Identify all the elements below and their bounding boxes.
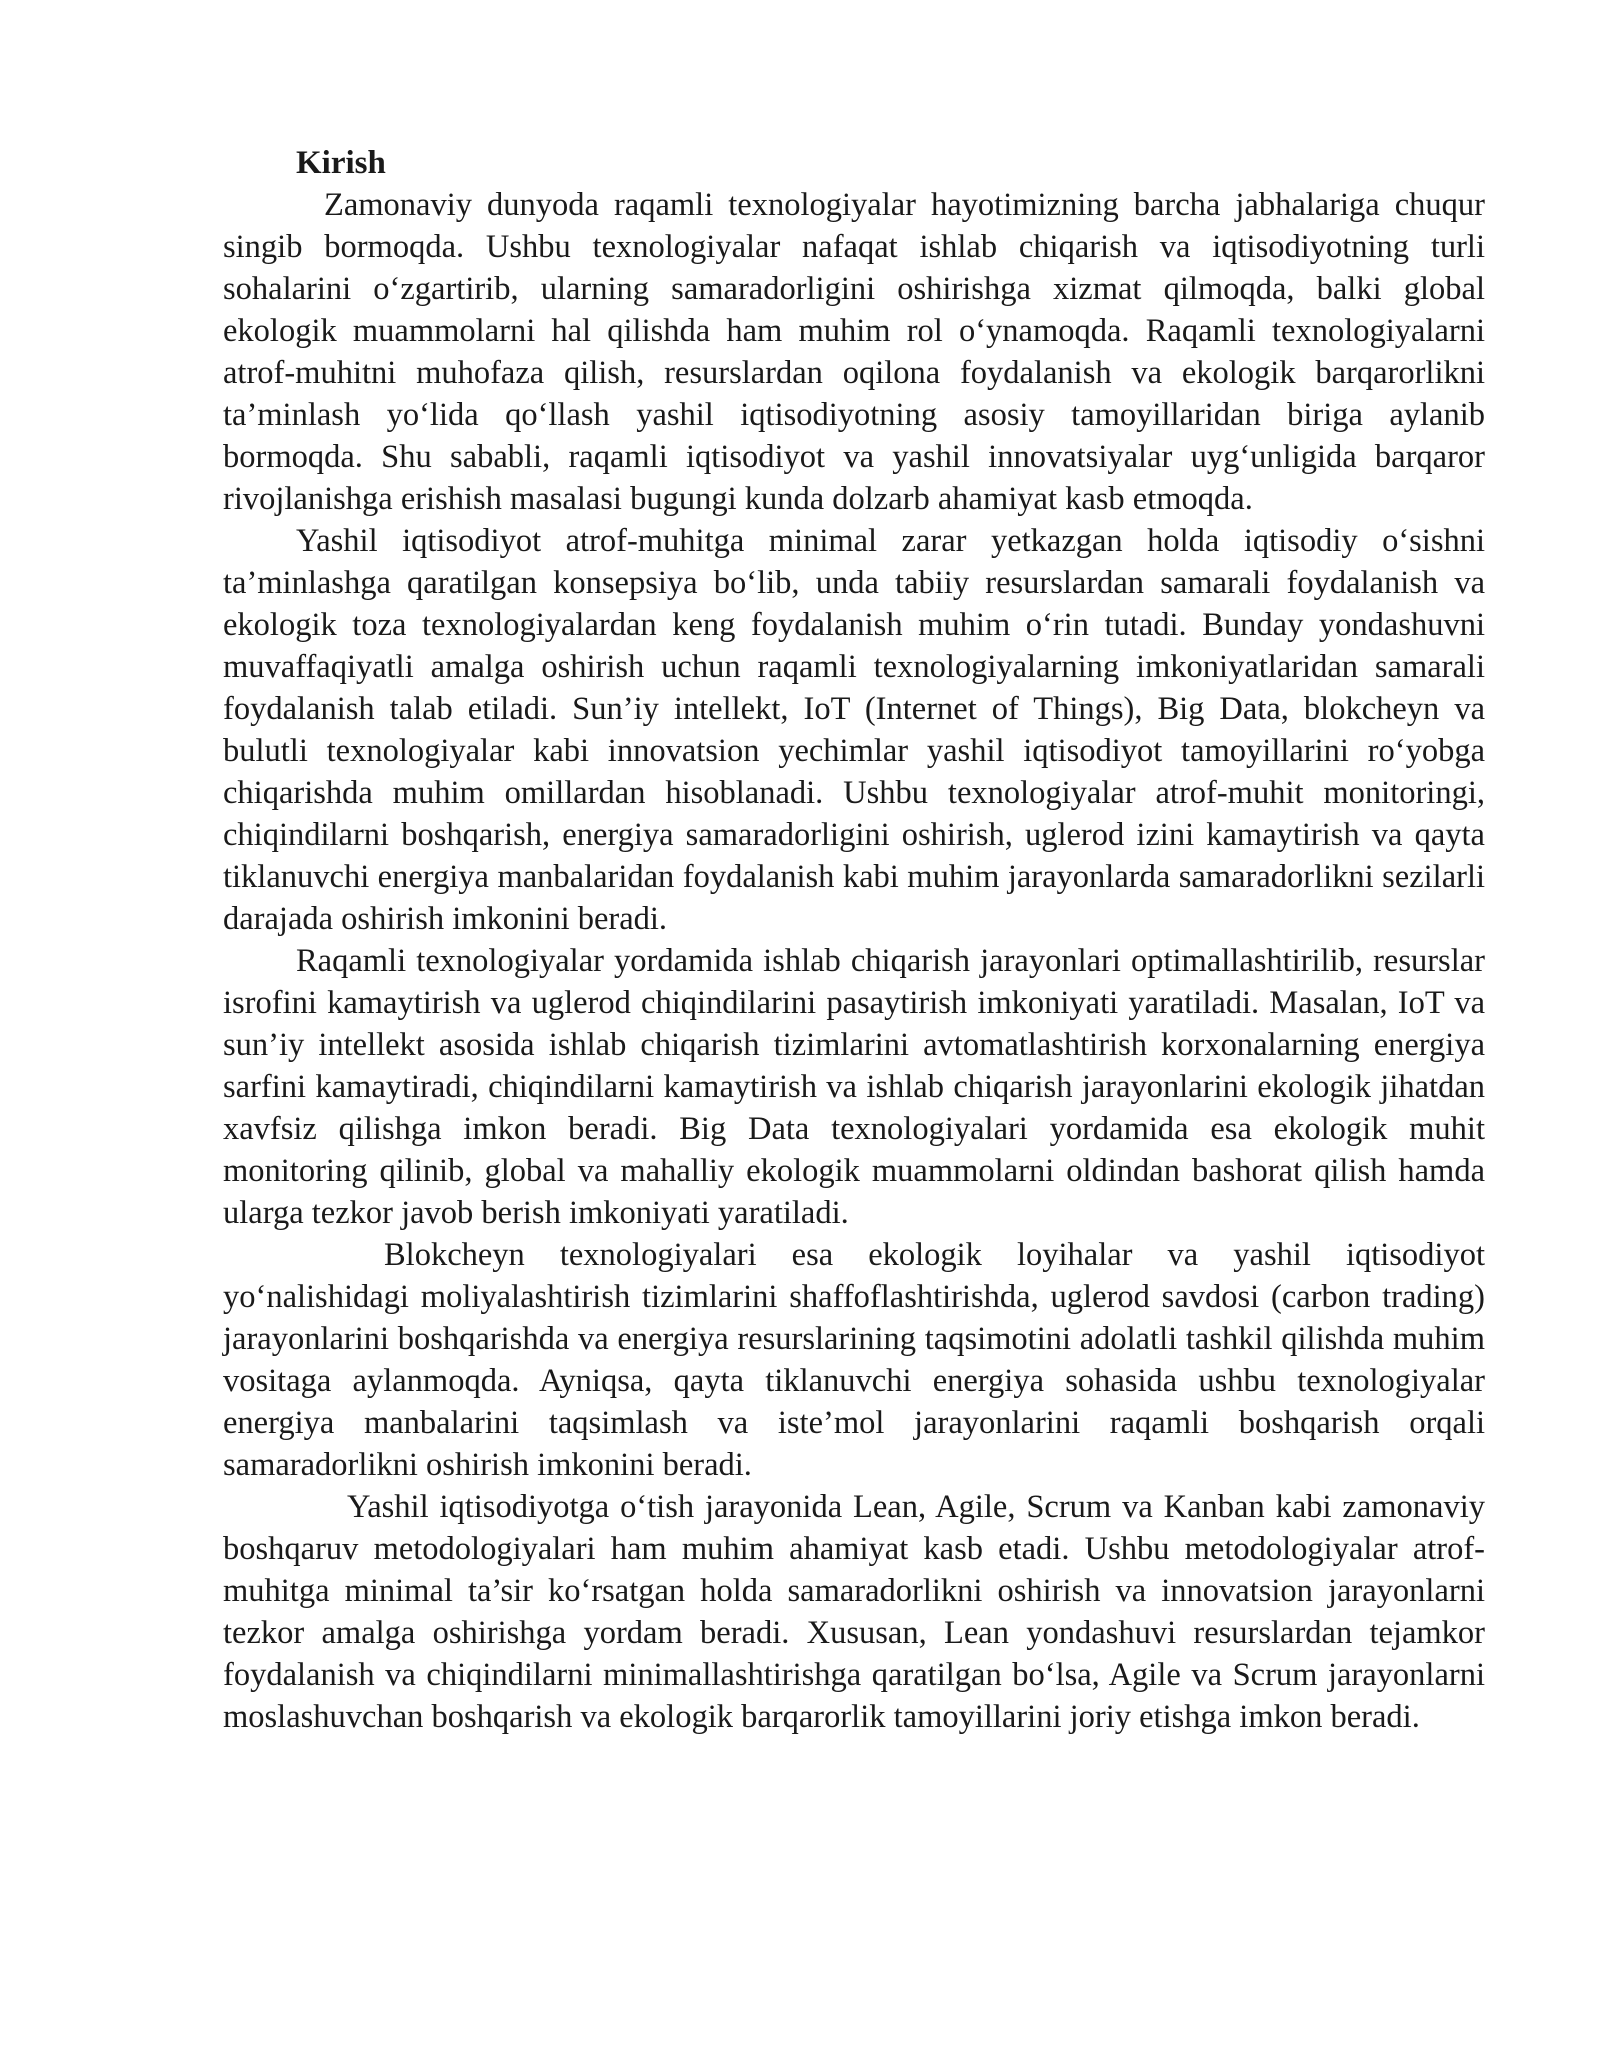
paragraph-3: Raqamli texnologiyalar yordamida ishlab chiqarish jarayonlari optimallashtirilib, resurslar isrofini kamaytirish va uglerod chiqindilarini pasaytirish imkoniyati yaratiladi. Masalan, IoT va sun’iy intellekt asosida ishlab chiqarish tizimlarini avtomatlashtirish korxonalarning energiya sarfini kamaytiradi, chiqindilarni kamaytirish va ishlab chiqarish jarayonlarini ekologik jihatdan xavfsiz qilishga imkon beradi. Big Data texnologiyalari yordamida esa ekologik muhit monitoring qilinib, global va mahalliy ekologik muammolarni oldindan bashorat qilish hamda ularga tezkor javob berish imkoniyati yaratiladi. — [223, 943, 1485, 1231]
document-body — [223, 142, 1485, 1738]
paragraph-2: Yashil iqtisodiyot atrof-muhitga minimal zarar yetkazgan holda iqtisodiy o‘sishni ta’minlashga qaratilgan konsepsiya bo‘lib, unda tabiiy resurslardan samarali foydalanish va ekologik toza texnologiyalardan keng foydalanish muhim o‘rin tutadi. Bunday yondashuvni muvaffaqiyatli amalga oshirish uchun raqamli texnologiyalarning imkoniyatlaridan samarali foydalanish talab etiladi. Sun’iy intellekt, IoT (Internet of Things), Big Data, blokcheyn va bulutli texnologiyalar kabi innovatsion yechimlar yashil iqtisodiyot tamoyillarini ro‘yobga chiqarishda muhim omillardan hisoblanadi. Ushbu texnologiyalar atrof-muhit monitoringi, chiqindilarni boshqarish, energiya samaradorligini oshirish, uglerod izini kamaytirish va qayta tiklanuvchi energiya manbalaridan foydalanish kabi muhim jarayonlarda samaradorlikni sezilarli darajada oshirish imkonini beradi. — [223, 523, 1485, 937]
paragraph-5: Yashil iqtisodiyotga o‘tish jarayonida Lean, Agile, Scrum va Kanban kabi zamonaviy boshqaruv metodologiyalari ham muhim ahamiyat kasb etadi. Ushbu metodologiyalar atrof-muhitga minimal ta’sir ko‘rsatgan holda samaradorlikni oshirish va innovatsion jarayonlarni tezkor amalga oshirishga yordam beradi. Xususan, Lean yondashuvi resurslardan tejamkor foydalanish va chiqindilarni minimallashtirishga qaratilgan bo‘lsa, Agile va Scrum jarayonlarni moslashuvchan boshqarish va ekologik barqarorlik tamoyillarini joriy etishga imkon beradi. — [223, 1489, 1485, 1735]
paragraph-4: Blokcheyn texnologiyalari esa ekologik loyihalar va yashil iqtisodiyot yo‘nalishidagi moliyalashtirish tizimlarini shaffoflashtirishda, uglerod savdosi (carbon trading) jarayonlarini boshqarishda va energiya resurslarining taqsimotini adolatli tashkil qilishda muhim vositaga aylanmoqda. Ayniqsa, qayta tiklanuvchi energiya sohasida ushbu texnologiyalar energiya manbalarini taqsimlash va iste’mol jarayonlarini raqamli boshqarish orqali samaradorlikni oshirish imkonini beradi. — [223, 1237, 1485, 1483]
section-heading: Kirish — [296, 145, 386, 181]
paragraph-1: Zamonaviy dunyoda raqamli texnologiyalar hayotimizning barcha jabhalariga chuqur singib bormoqda. Ushbu texnologiyalar nafaqat ishlab chiqarish va iqtisodiyotning turli sohalarini o‘zgartirib, ularning samaradorligini oshirishga xizmat qilmoqda, balki global ekologik muammolarni hal qilishda ham muhim rol o‘ynamoqda. Raqamli texnologiyalarni atrof-muhitni muhofaza qilish, resurslardan oqilona foydalanish va ekologik barqarorlikni ta’minlash yo‘lida qo‘llash yashil iqtisodiyotning asosiy tamoyillaridan biriga aylanib bormoqda. Shu sababli, raqamli iqtisodiyot va yashil innovatsiyalar uyg‘unligida barqaror rivojlanishga erishish masalasi bugungi kunda dolzarb ahamiyat kasb etmoqda. — [223, 187, 1485, 517]
